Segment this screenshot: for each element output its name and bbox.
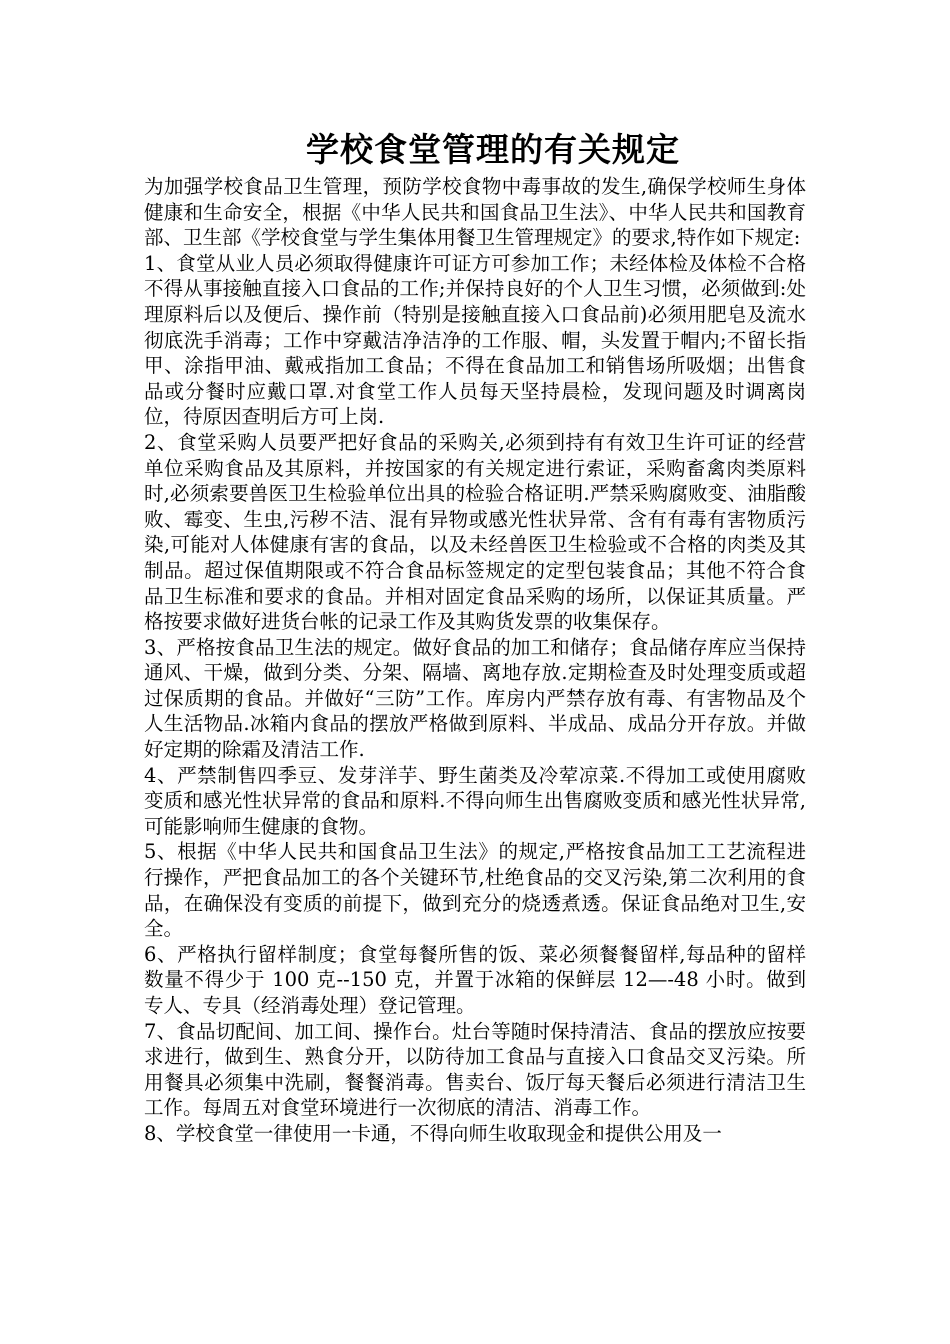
paragraph-intro: 为加强学校食品卫生管理，预防学校食物中毒事故的发生,确保学校师生身体健康和生命安全，根据《中华人民共和国食品卫生法》、中华人民共和国教育部、卫生部《学校食堂与学生集体用餐卫生管理规定》的要求,特作如下规定: [144,175,806,250]
paragraph-rule-8: 8、学校食堂一律使用一卡通，不得向师生收取现金和提供公用及一 [144,1121,722,1145]
paragraph-rule-7: 7、食品切配间、加工间、操作台。灶台等随时保持清洁、食品的摆放应按要求进行，做到生、熟食分开，以防待加工食品与直接入口食品交叉污染。所用餐具必须集中洗刷，餐餐消毒。售卖台、饭厅每天餐后必须进行清洁卫生工作。每周五对食堂环境进行一次彻底的清洁、消毒工作。 [144,1019,806,1120]
document-body [144,174,806,1147]
paragraph-rule-6: 6、严格执行留样制度；食堂每餐所售的饭、菜必须餐餐留样,每品种的留样数量不得少于 100 克--150 克，并置于冰箱的保鲜层 12—-48 小时。做到专人、专具（经消毒处理）登记管理。 [144,942,806,1017]
paragraph-rule-3: 3、严格按食品卫生法的规定。做好食品的加工和储存；食品储存库应当保持通风、干燥，做到分类、分架、隔墙、离地存放.定期检查及时处理变质或超过保质期的食品。并做好“三防”工作。库房内严禁存放有毒、有害物品及个人生活物品.冰箱内食品的摆放严格做到原料、半成品、成品分开存放。并做好定期的除霜及清洁工作. [144,635,806,762]
paragraph-rule-2: 2、食堂采购人员要严把好食品的采购关,必须到持有有效卫生许可证的经营单位采购食品及其原料，并按国家的有关规定进行索证，采购畜禽肉类原料时,必须索要兽医卫生检验单位出具的检验合格证明.严禁采购腐败变、油脂酸败、霉变、生虫,污秽不洁、混有异物或感光性状异常、含有有毒有害物质污染,可能对人体健康有害的食品，以及未经兽医卫生检验或不合格的肉类及其制品。超过保值期限或不符合食品标签规定的定型包装食品；其他不符合食品卫生标准和要求的食品。并相对固定食品采购的场所，以保证其质量。严格按要求做好进货台帐的记录工作及其购货发票的收集保存。 [144,430,806,634]
paragraph-rule-1: 1、食堂从业人员必须取得健康许可证方可参加工作；未经体检及体检不合格不得从事接触直接入口食品的工作;并保持良好的个人卫生习惯，必须做到:处理原料后以及便后、操作前（特别是接触直接入口食品前)必须用肥皂及流水彻底洗手消毒；工作中穿戴洁净洁净的工作服、帽，头发置于帽内;不留长指甲、涂指甲油、戴戒指加工食品；不得在食品加工和销售场所吸烟；出售食品或分餐时应戴口罩.对食堂工作人员每天坚持晨检，发现问题及时调离岗位，待原因查明后方可上岗. [144,251,806,429]
document-title: 学校食堂管理的有关规定 [306,130,680,169]
paragraph-rule-4: 4、严禁制售四季豆、发芽洋芋、野生菌类及冷荤凉菜.不得加工或使用腐败变质和感光性状异常的食品和原料.不得向师生出售腐败变质和感光性状异常,可能影响师生健康的食物。 [144,763,806,838]
paragraph-rule-5: 5、根据《中华人民共和国食品卫生法》的规定,严格按食品加工工艺流程进行操作，严把食品加工的各个关键环节,杜绝食品的交叉污染,第二次利用的食品，在确保没有变质的前提下，做到充分的烧透煮透。保证食品绝对卫生,安全。 [144,840,806,941]
